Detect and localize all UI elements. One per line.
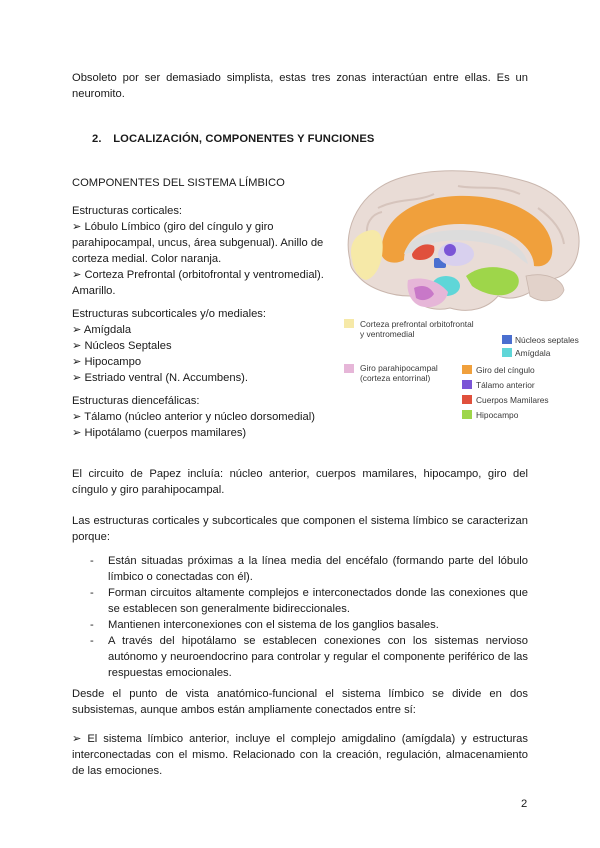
legend-swatch-hipocampo (462, 410, 472, 419)
diencephalic-line: ➢ Tálamo (núcleo anterior y núcleo dorsomedial) (72, 411, 315, 423)
list-item-text: Forman circuitos altamente complejos e interconectados donde las conexiones que se establecen son generalmente bidireccionales. (108, 587, 528, 615)
diencephalic-title: Estructuras diencefálicas: (72, 395, 200, 407)
legend-hipocampo-label: Hipocampo (476, 410, 519, 420)
legend-swatch-talamo (462, 380, 472, 389)
legend-swatch-mamilares (462, 395, 472, 404)
limbic-system-figure (338, 168, 588, 430)
subcortical-line: ➢ Amígdala (72, 324, 132, 336)
subsystems-paragraph: Desde el punto de vista anatómico-funcional el sistema límbico se divide en dos subsistemas, aunque ambos están ampliamente conectados entre sí: (72, 688, 528, 716)
legend-swatch-parahipo (344, 364, 354, 373)
cortical-line: corteza medial. Color naranja. (72, 253, 222, 265)
list-item (72, 617, 528, 633)
cortical-line: ➢ Lóbulo Límbico (giro del cíngulo y giro (72, 221, 274, 233)
legend-mamilares-label: Cuerpos Mamilares (476, 395, 549, 405)
subcortical-line: ➢ Estriado ventral (N. Accumbens). (72, 372, 249, 384)
legend-cingulo-label: Giro del cíngulo (476, 365, 535, 375)
page-number: 2 (521, 798, 528, 810)
legend-swatch-prefrontal (344, 319, 354, 328)
subcortical-structures (72, 306, 332, 386)
cortical-title: Estructuras corticales: (72, 205, 183, 217)
cortical-line: Amarillo. (72, 285, 116, 297)
list-item-text: Mantienen interconexiones con el sistema de los ganglios basales. (108, 619, 439, 631)
legend-amigdala-label: Amígdala (515, 348, 551, 358)
legend-swatch-cingulo (462, 365, 472, 374)
cortical-line: ➢ Corteza Prefrontal (orbitofrontal y ventromedial). (72, 269, 324, 281)
legend-parahipo-line1: Giro parahipocampal (360, 363, 438, 373)
list-item (72, 553, 528, 585)
intro-paragraph: Obsoleto por ser demasiado simplista, estas tres zonas interactúan entre ellas. Es un neuromito. (72, 72, 528, 100)
characteristics-list (72, 553, 528, 681)
subcortical-title: Estructuras subcorticales y/o mediales: (72, 308, 266, 320)
list-item-text: Están situadas próximas a la línea media del encéfalo (formando parte del lóbulo límbico o conectadas con él). (108, 555, 528, 583)
legend-prefrontal-label (360, 319, 474, 339)
diencephalic-line: ➢ Hipotálamo (cuerpos mamilares) (72, 427, 247, 439)
legend-swatch-septales (502, 335, 512, 344)
legend-prefrontal-line1: Corteza prefrontal orbitofrontal (360, 319, 474, 329)
subcortical-line: ➢ Núcleos Septales (72, 340, 172, 352)
components-title: COMPONENTES DEL SISTEMA LÍMBICO (72, 177, 285, 189)
legend-septales-label: Núcleos septales (515, 335, 579, 345)
brain-illustration (338, 168, 588, 316)
section-number: 2. (92, 133, 102, 145)
bullet-dash: - (90, 555, 94, 567)
list-item (72, 585, 528, 617)
anterior-system-paragraph: ➢ El sistema límbico anterior, incluye el complejo amigdalino (amígdala) y estructuras interconectadas con el mismo. Relacionado con la creación, regulación, almacenamiento de las emociones. (72, 733, 528, 777)
structures-intro-paragraph: Las estructuras corticales y subcorticales que componen el sistema límbico se caracterizan porque: (72, 515, 528, 543)
subcortical-line: ➢ Hipocampo (72, 356, 142, 368)
diencephalic-structures (72, 393, 332, 441)
section-title: LOCALIZACIÓN, COMPONENTES Y FUNCIONES (113, 133, 375, 145)
section-heading (92, 131, 374, 147)
list-item-text: A través del hipotálamo se establecen conexiones con los sistemas nervioso autónomo y neuroendocrino para controlar y regular el componente periférico de las respuestas emocionales. (108, 635, 528, 679)
cortical-line: parahipocampal, uncus, área subgenual). Anillo de (72, 237, 324, 249)
legend-parahipo-label (360, 363, 438, 383)
list-item (72, 633, 528, 681)
legend-prefrontal-line2: y ventromedial (360, 329, 415, 339)
cortical-structures (72, 203, 332, 299)
papez-paragraph: El circuito de Papez incluía: núcleo anterior, cuerpos mamilares, hipocampo, giro del cíngulo y giro parahipocampal. (72, 468, 528, 496)
bullet-dash: - (90, 587, 94, 599)
legend-swatch-amigdala (502, 348, 512, 357)
legend-talamo-label: Tálamo anterior (476, 380, 535, 390)
legend-parahipo-line2: (corteza entorrinal) (360, 373, 431, 383)
bullet-dash: - (90, 635, 94, 647)
bullet-dash: - (90, 619, 94, 631)
